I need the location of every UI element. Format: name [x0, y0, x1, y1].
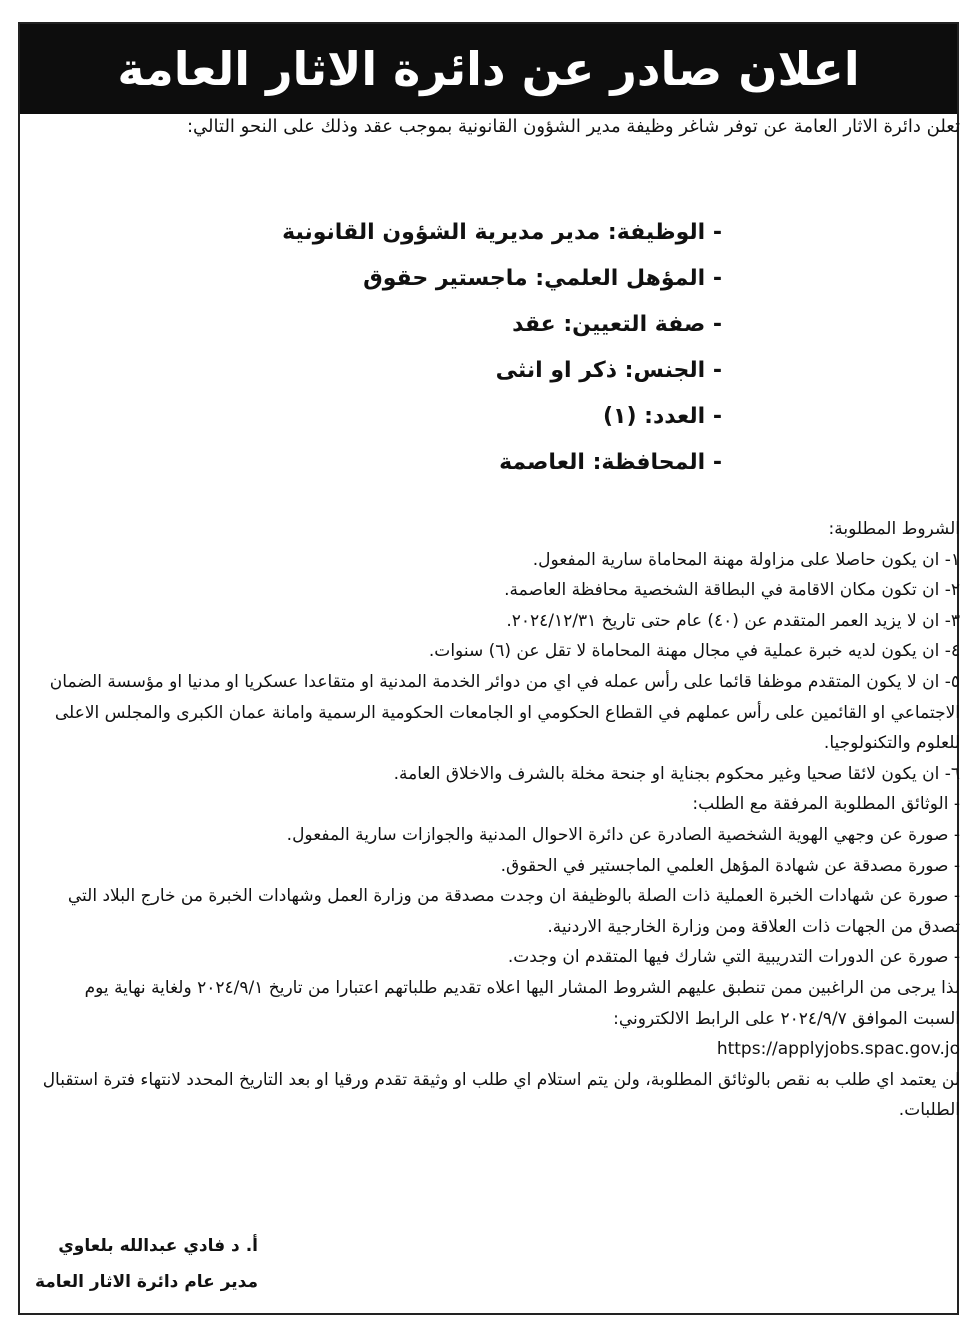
document-item: - صورة عن الدورات التدريبية التي شارك فيها المتقدم ان وجدت. [507, 947, 960, 968]
application-paragraph: لذا يرجى من الراغبين ممن تنطبق عليهم الشروط المشار اليها اعلاه تقديم طلباتهم اعتبارا من تاريخ ٢٠٢٤/٩/١ ولغاية نهاية يوم السبت الموافق ٢٠٢٤/٩/٧ على الرابط الالكتروني: [84, 977, 960, 1029]
signatory-position: مدير عام دائرة الاثار العامة [34, 1272, 258, 1292]
qualification-line: - المؤهل العلمي: ماجستير حقوق [363, 266, 722, 291]
condition-item: ٥- ان لا يكون المتقدم موظفا قائما على رأس عمله في اي من دوائر الخدمة المدنية او متقاعدا عسكريا او مدنيا او مؤسسة الضمان الاجتماعي او القائمين على رأس عملهم في القطاع الحكومي او الجامعات الحكومية الرسمية وامانة عمان الكبرى والمجلس الاعلى للعلوم والتكنولوجيا. [49, 671, 960, 754]
announcement-title: اعلان صادر عن دائرة الاثار العامة [117, 42, 860, 96]
documents-title: - الوثائق المطلوبة المرفقة مع الطلب: [692, 794, 960, 815]
gender-line: - الجنس: ذكر او انثى [495, 358, 722, 383]
signatory-name: أ. د فادي عبدالله بلعاوي [58, 1236, 258, 1256]
document-item: - صورة مصدقة عن شهادة المؤهل العلمي الماجستير في الحقوق. [500, 855, 960, 876]
condition-item: ٤- ان يكون لديه خبرة عملية في مجال مهنة المحاماة لا تقل عن (٦) سنوات. [428, 641, 960, 662]
condition-item: ٣- ان لا يزيد العمر المتقدم عن (٤٠) عام حتى تاريخ ٢٠٢٤/١٢/٣١. [506, 610, 960, 631]
conditions-title: الشروط المطلوبة: [828, 519, 960, 539]
application-link[interactable]: https://applyjobs.spac.gov.jo [716, 1039, 960, 1060]
condition-item: ٦- ان يكون لائقا صحيا وغير محكوم بجناية او جنحة مخلة بالشرف والاخلاق العامة. [393, 763, 960, 784]
document-item: - صورة عن شهادات الخبرة العملية ذات الصلة بالوظيفة ان وجدت مصدقة من وزارة العمل وشهادات الخبرة من خارج البلاد التي تصدق من الجهات ذات العلاقة ومن وزارة الخارجية الاردنية. [67, 886, 960, 937]
count-line: - العدد: (١) [602, 404, 722, 429]
condition-item: ١- ان يكون حاصلا على مزاولة مهنة المحاماة سارية المفعول. [532, 549, 960, 570]
job-details [222, 210, 722, 486]
signature-block [0, 1228, 258, 1300]
header-banner [20, 24, 957, 114]
job-title-line: - الوظيفة: مدير مديرية الشؤون القانونية [282, 220, 722, 245]
governorate-line: - المحافظة: العاصمة [499, 450, 722, 475]
appointment-type-line: - صفة التعيين: عقد [512, 312, 722, 337]
condition-item: ٢- ان تكون مكان الاقامة في البطاقة الشخصية محافظة العاصمة. [504, 580, 960, 601]
document-item: - صورة عن وجهي الهوية الشخصية الصادرة عن دائرة الاحوال المدنية والجوازات سارية المفعول. [286, 824, 960, 845]
intro-paragraph: تعلن دائرة الاثار العامة عن توفر شاغر وظيفة مدير الشؤون القانونية بموجب عقد وذلك على النحو التالي: [186, 116, 960, 137]
note-paragraph: لن يعتمد اي طلب به نقص بالوثائق المطلوبة، ولن يتم استلام اي طلب او وثيقة تقدم ورقيا او بعد التاريخ المحدد لانتهاء فترة استقبال الطلبات. [42, 1069, 960, 1121]
announcement-body [40, 514, 960, 1126]
